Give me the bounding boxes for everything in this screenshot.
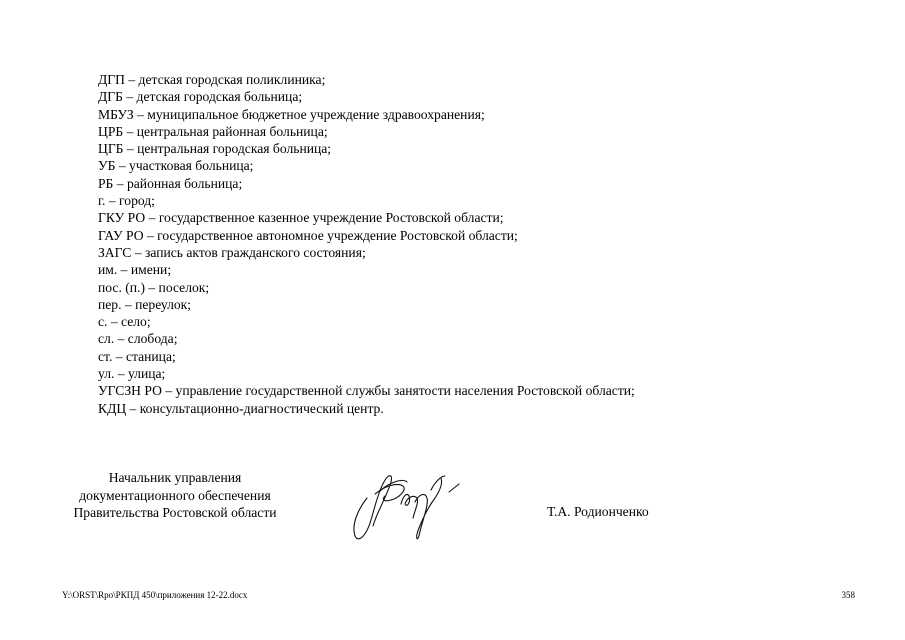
abbreviation-item: ул. – улица;	[98, 366, 166, 382]
abbreviation-item: ГАУ РО – государственное автономное учреждение Ростовской области;	[98, 227, 518, 243]
signatory-title-line: Правительства Ростовской области	[73, 505, 277, 520]
abbreviation-item: ДГП – детская городская поликлиника;	[98, 72, 326, 87]
abbreviation-item: РБ – районная больница;	[98, 175, 243, 191]
abbreviation-item: ЗАГС – запись актов гражданского состояния;	[98, 244, 366, 260]
abbreviation-item: ДГБ – детская городская больница;	[98, 89, 303, 105]
abbreviation-item: пос. (п.) – поселок;	[98, 279, 210, 295]
abbreviation-item: УБ – участковая больница;	[98, 158, 254, 174]
footer-file-path: Y:\ORST\Rpo\РКПД 450\приложения 12-22.docx	[62, 590, 248, 600]
abbreviation-item: УГСЗН РО – управление государственной службы занятости населения Ростовской области;	[98, 383, 635, 399]
abbreviation-item: МБУЗ – муниципальное бюджетное учреждение здравоохранения;	[98, 106, 485, 122]
abbreviation-item: ЦГБ – центральная городская больница;	[98, 141, 332, 157]
abbreviation-item: КДЦ – консультационно-диагностический центр.	[98, 400, 384, 416]
abbreviation-item: ст. – станица;	[98, 348, 176, 364]
signatory-title-line: документационного обеспечения	[79, 487, 271, 503]
abbreviation-item: с. – село;	[98, 314, 151, 330]
page-number: 358	[841, 590, 855, 600]
abbreviation-item: сл. – слобода;	[98, 331, 178, 347]
abbreviation-item: пер. – переулок;	[98, 296, 192, 312]
abbreviation-list	[98, 71, 635, 417]
handwritten-signature	[345, 462, 475, 544]
abbreviation-item: им. – имени;	[98, 262, 172, 278]
signatory-title	[52, 469, 298, 522]
signatory-title-line: Начальник управления	[108, 470, 242, 485]
signer-name: Т.А. Родионченко	[547, 504, 649, 519]
abbreviation-item: ЦРБ – центральная районная больница;	[98, 123, 328, 139]
abbreviation-item: г. – город;	[98, 193, 155, 209]
abbreviation-item: ГКУ РО – государственное казенное учреждение Ростовской области;	[98, 210, 504, 226]
